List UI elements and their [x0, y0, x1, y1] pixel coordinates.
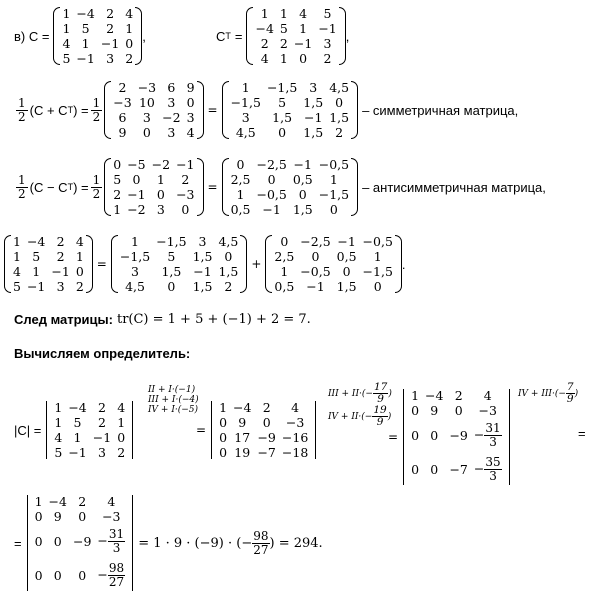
matrix-cell: 3	[186, 110, 195, 125]
matrix-cell: 0,5	[230, 202, 251, 217]
matrix-cell: 5	[167, 249, 176, 264]
matrix-cell: 5	[113, 172, 122, 187]
matrix-cell: 4	[13, 264, 21, 279]
matrix-cell: 6	[118, 110, 127, 125]
matrix-cell: 1,5	[336, 279, 357, 294]
matrix-cell: 2	[118, 80, 127, 95]
matrix-cell: −16	[281, 430, 309, 445]
matrix-cell: 0	[267, 172, 276, 187]
ct-sup: T	[225, 31, 231, 41]
matrix-cell: 1	[280, 264, 289, 279]
matrix-cell: 1	[279, 51, 288, 66]
sym-close: ) =	[73, 102, 89, 118]
matrix-cell: 0	[113, 157, 122, 172]
matrix-cell: 1	[117, 415, 126, 430]
det2-res-pre: = 1 · 9 · (−9) · (−	[138, 535, 253, 551]
matrix-cell: 1,5	[192, 249, 213, 264]
matrix-cell: −1	[337, 234, 356, 249]
matrix-cell: 2	[56, 234, 65, 249]
matrix-cell: 0	[219, 445, 228, 460]
matrix-cell: 0	[219, 430, 228, 445]
matrix-cell: 3	[309, 80, 318, 95]
trace-expr: tr(C) = 1 + 5 + (−1) + 2 = 7.	[116, 312, 311, 327]
matrix-cell: −1,5	[156, 234, 187, 249]
matrix-cell: −1,5	[266, 80, 298, 95]
det2-res-frac: $\frac{98}{27}$	[253, 528, 269, 557]
det-d2	[210, 400, 317, 460]
matrix-cell: 0	[329, 202, 338, 217]
matrix-cell: 1,5	[303, 125, 324, 140]
anti-expr: (C − C	[29, 179, 68, 195]
matrix-cell: −1	[68, 445, 87, 460]
matrix-cell: 1	[13, 249, 21, 264]
matrix-cell: 2,5	[274, 249, 295, 264]
matrix-cell: −1	[100, 36, 120, 51]
matrix-cell: 3	[142, 110, 151, 125]
matrix-cell: 0	[167, 279, 176, 294]
matrix-cell: 4	[62, 36, 71, 51]
matrix-s2	[104, 80, 203, 140]
det-eq3-wrap	[578, 426, 586, 441]
matrix-cell: −4	[255, 21, 274, 36]
matrix-cell: 4,5	[218, 234, 239, 249]
matrix-cell: 0	[280, 234, 289, 249]
anti-sup: T	[67, 182, 74, 192]
sum-eq: =	[96, 257, 107, 271]
matrix-cell: 1	[54, 400, 63, 415]
matrix-cell: −1	[193, 264, 212, 279]
matrix-cell: 3	[97, 445, 106, 460]
matrix-cell: 5	[279, 21, 288, 36]
matrix-cell: 1,5	[272, 110, 293, 125]
matrix-cell: 4	[54, 430, 63, 445]
matrix-s-sum	[111, 234, 248, 294]
matrix-cell: 1,5	[161, 264, 182, 279]
matrix-cell: 0	[262, 415, 271, 430]
matrix-cell: −2,5	[300, 234, 331, 249]
matrix-cell: 0	[142, 125, 151, 140]
anti-close: ) =	[73, 179, 89, 195]
matrix-a-sum	[265, 234, 402, 294]
det-line-1c	[384, 388, 511, 486]
matrix-cell: 1	[299, 21, 308, 36]
matrix-cell: 4	[125, 6, 134, 21]
matrix-cell: 9	[186, 80, 195, 95]
matrix-cell: −1	[293, 36, 313, 51]
matrix-cell: 1	[32, 264, 41, 279]
matrix-cell: 4	[186, 125, 195, 140]
matrix-cell: −4	[233, 400, 252, 415]
matrix-cell: −1,5	[119, 249, 151, 264]
matrix-cell: −1	[127, 187, 146, 202]
matrix-cell: 19	[234, 445, 251, 460]
matrix-cell: −2	[162, 110, 181, 125]
ct-eq: =	[234, 28, 243, 44]
det-final: 1 −4 2 4 0 9 0 −3 0 0 −9 − $\frac{31}{3}$ 0 0 0 − $\frac{98}{27}$	[26, 494, 135, 592]
matrix-cell: 0	[224, 249, 233, 264]
matrix-cell: 2	[262, 400, 271, 415]
matrix-ct	[246, 6, 345, 66]
matrix-c-sum	[4, 234, 93, 294]
matrix-cell: 0	[125, 36, 134, 51]
matrix-cell: 4,5	[235, 125, 256, 140]
half-fraction-2: $\frac{1}{2}$	[92, 95, 101, 124]
matrix-cell: 3	[323, 36, 332, 51]
op-3a: IV + III·(− $\frac{7}{9}$ )	[518, 381, 579, 405]
sym-desc: – симметричная матрица,	[362, 102, 519, 118]
matrix-cell: −2	[127, 202, 146, 217]
matrix-cell: 3	[241, 110, 250, 125]
det2-res-post: ) = 294.	[269, 535, 323, 551]
half-fraction: 1 2	[18, 95, 26, 124]
matrix-a	[222, 157, 359, 217]
matrix-cell: 2	[279, 36, 288, 51]
matrix-cell: −1	[176, 157, 195, 172]
matrix-cell: 1	[241, 80, 250, 95]
det-heading	[14, 346, 190, 361]
matrix-s	[222, 80, 359, 140]
matrix-cell: 3	[198, 234, 207, 249]
matrix-cell: 1	[113, 202, 122, 217]
sym-sup: T	[67, 105, 74, 115]
matrix-cell: 1,5	[218, 264, 239, 279]
matrix-cell: 2	[125, 51, 134, 66]
matrix-cell: 0	[299, 51, 308, 66]
matrix-cell: 2	[106, 21, 115, 36]
matrix-cell: 3	[131, 264, 139, 279]
matrix-cell: 0,5	[336, 249, 357, 264]
det-c	[45, 400, 134, 460]
matrix-cell: −0,5	[256, 187, 287, 202]
sym-expr: (C + C	[29, 102, 68, 118]
trace-label: След матрицы:	[14, 312, 113, 327]
matrix-cell: 9	[238, 415, 247, 430]
det-eq2: =	[388, 430, 399, 444]
matrix-cell: 0	[311, 249, 320, 264]
matrix-cell: −0,5	[318, 157, 350, 172]
matrix-c	[53, 6, 142, 66]
line-ct	[216, 6, 349, 66]
matrix-cell: 2	[181, 172, 190, 187]
det-line-1	[14, 400, 134, 460]
ct-label: C	[216, 28, 226, 44]
matrix-cell: 1	[219, 400, 228, 415]
matrix-cell: 1,5	[292, 202, 313, 217]
matrix-cell: −1	[318, 21, 337, 36]
matrix-cell: 1,5	[329, 110, 350, 125]
matrix-cell: 1	[131, 234, 139, 249]
matrix-cell: 4	[75, 234, 84, 249]
matrix-cell: 1	[62, 6, 71, 21]
matrix-cell: 1	[329, 172, 338, 187]
anti-desc: – антисимметричная матрица,	[362, 179, 546, 195]
matrix-cell: −2	[151, 157, 171, 172]
matrix-cell: 5	[13, 279, 21, 294]
matrix-cell: 1	[236, 187, 245, 202]
matrix-cell: 0	[186, 95, 195, 110]
sum-plus: +	[251, 257, 262, 271]
comma: ,	[142, 28, 146, 44]
matrix-cell: 0	[219, 415, 228, 430]
det2-eq: =	[14, 535, 22, 551]
matrix-cell: −4	[26, 234, 46, 249]
matrix-cell: 0	[181, 202, 190, 217]
matrix-cell: −0,5	[300, 264, 331, 279]
matrix-cell: 2	[113, 187, 122, 202]
c-label: в) C =	[14, 28, 50, 44]
matrix-cell: 2	[117, 445, 126, 460]
matrix-cell: −3	[176, 187, 195, 202]
matrix-cell: −1	[304, 110, 323, 125]
matrix-cell: −18	[281, 445, 309, 460]
matrix-cell: 2	[335, 125, 344, 140]
ops-2	[328, 382, 392, 428]
matrix-cell: 1	[260, 6, 269, 21]
matrix-cell: 4	[299, 6, 308, 21]
matrix-cell: −2,5	[256, 157, 287, 172]
op-1c: IV + I·(−5)	[148, 405, 199, 415]
det-eq3: =	[578, 426, 586, 441]
op-2b: IV + II·(− $\frac{19}{9}$ )	[328, 404, 392, 428]
line-sym	[14, 80, 518, 140]
matrix-cell: 0,5	[274, 279, 295, 294]
op-1a: II + I·(−1)	[148, 385, 196, 395]
matrix-cell: 0	[132, 172, 141, 187]
matrix-cell: 6	[167, 80, 176, 95]
comma2: ,	[345, 28, 350, 44]
matrix-cell: 17	[234, 430, 251, 445]
matrix-cell: 1	[279, 6, 288, 21]
matrix-cell: 3	[56, 279, 65, 294]
matrix-cell: 4	[260, 51, 269, 66]
matrix-cell: 5	[32, 249, 41, 264]
matrix-cell: −1	[92, 430, 112, 445]
matrix-cell: 0	[342, 264, 351, 279]
matrix-cell: 1	[75, 249, 84, 264]
matrix-cell: −5	[127, 157, 146, 172]
matrix-cell: 1	[81, 36, 90, 51]
anti-eq: =	[207, 180, 218, 194]
matrix-cell: 2	[260, 36, 269, 51]
matrix-cell: 4	[291, 400, 300, 415]
det-eq1: =	[196, 423, 207, 437]
matrix-cell: 4	[117, 400, 126, 415]
matrix-cell: 3	[106, 51, 115, 66]
matrix-cell: 3	[156, 202, 165, 217]
matrix-cell: −0,5	[362, 234, 393, 249]
line-c	[14, 6, 146, 66]
matrix-cell: 5	[54, 445, 63, 460]
trace-line	[14, 312, 311, 327]
matrix-cell: 5	[62, 51, 71, 66]
matrix-cell: −9	[257, 430, 276, 445]
matrix-cell: 0,5	[292, 172, 313, 187]
matrix-cell: 2	[75, 279, 84, 294]
matrix-cell: 4,5	[329, 80, 350, 95]
matrix-a2	[104, 157, 203, 217]
matrix-cell: 5	[73, 415, 82, 430]
matrix-cell: 3	[167, 95, 176, 110]
matrix-cell: 10	[138, 95, 155, 110]
matrix-cell: 1	[73, 430, 82, 445]
matrix-cell: −4	[68, 400, 87, 415]
sum-dot: .	[401, 256, 406, 272]
matrix-cell: 2	[323, 51, 332, 66]
matrix-cell: 2	[97, 415, 106, 430]
matrix-cell: −3	[113, 95, 132, 110]
matrix-cell: −1,5	[318, 187, 350, 202]
matrix-cell: 0	[373, 279, 382, 294]
matrix-cell: 2	[106, 6, 115, 21]
matrix-cell: 5	[278, 95, 287, 110]
op-1b: III + I·(−4)	[148, 395, 199, 405]
det-d3: 1 −4 2 4 0 9 0 −3 0 0 −9 − $\frac{31}{3}$ 0 0 −7 − $\frac{35}{3}$	[402, 388, 511, 486]
line-anti	[14, 157, 546, 217]
matrix-cell: 1	[62, 21, 71, 36]
matrix-cell: 0	[335, 95, 344, 110]
matrix-cell: 1	[373, 249, 382, 264]
half-fraction-3: 1 2	[18, 172, 26, 201]
matrix-cell: −7	[257, 445, 276, 460]
det-label: |C| =	[14, 422, 42, 438]
matrix-cell: −3	[137, 80, 157, 95]
matrix-cell: 2,5	[230, 172, 251, 187]
matrix-cell: 3	[167, 125, 176, 140]
matrix-cell: −4	[76, 6, 95, 21]
line-sum	[4, 234, 406, 294]
matrix-cell: 0	[75, 264, 84, 279]
matrix-cell: −3	[285, 415, 305, 430]
ops-3	[518, 382, 578, 405]
op-2a: III + II·(− $\frac{17}{9}$ )	[328, 381, 392, 405]
matrix-cell: 1	[156, 172, 165, 187]
sym-eq: =	[207, 103, 218, 117]
matrix-cell: 0	[236, 157, 245, 172]
matrix-cell: 1	[125, 21, 134, 36]
matrix-cell: 1,5	[303, 95, 324, 110]
matrix-cell: 2	[224, 279, 233, 294]
matrix-cell: 1	[54, 415, 63, 430]
matrix-cell: −1	[306, 279, 325, 294]
matrix-cell: 5	[323, 6, 332, 21]
matrix-cell: 0	[298, 187, 307, 202]
matrix-cell: −1	[76, 51, 95, 66]
matrix-cell: −1	[51, 264, 70, 279]
half-fraction-4: $\frac{1}{2}$	[92, 172, 101, 201]
matrix-cell: 1	[13, 234, 21, 249]
det-line-2	[14, 494, 323, 592]
matrix-cell: 1,5	[192, 279, 213, 294]
matrix-cell: 0	[278, 125, 287, 140]
matrix-cell: −1	[262, 202, 281, 217]
matrix-cell: −1,5	[362, 264, 393, 279]
matrix-cell: 2	[97, 400, 106, 415]
matrix-cell: −1	[26, 279, 46, 294]
matrix-cell: −1	[293, 157, 312, 172]
det-line-1b	[192, 400, 317, 460]
matrix-cell: 5	[81, 21, 90, 36]
matrix-cell: −1,5	[230, 95, 261, 110]
matrix-cell: 2	[56, 249, 65, 264]
matrix-cell: 0	[156, 187, 165, 202]
matrix-cell: 9	[118, 125, 127, 140]
det-heading-text: Вычисляем определитель:	[14, 346, 191, 361]
matrix-cell: 0	[117, 430, 126, 445]
matrix-cell: 4,5	[125, 279, 145, 294]
